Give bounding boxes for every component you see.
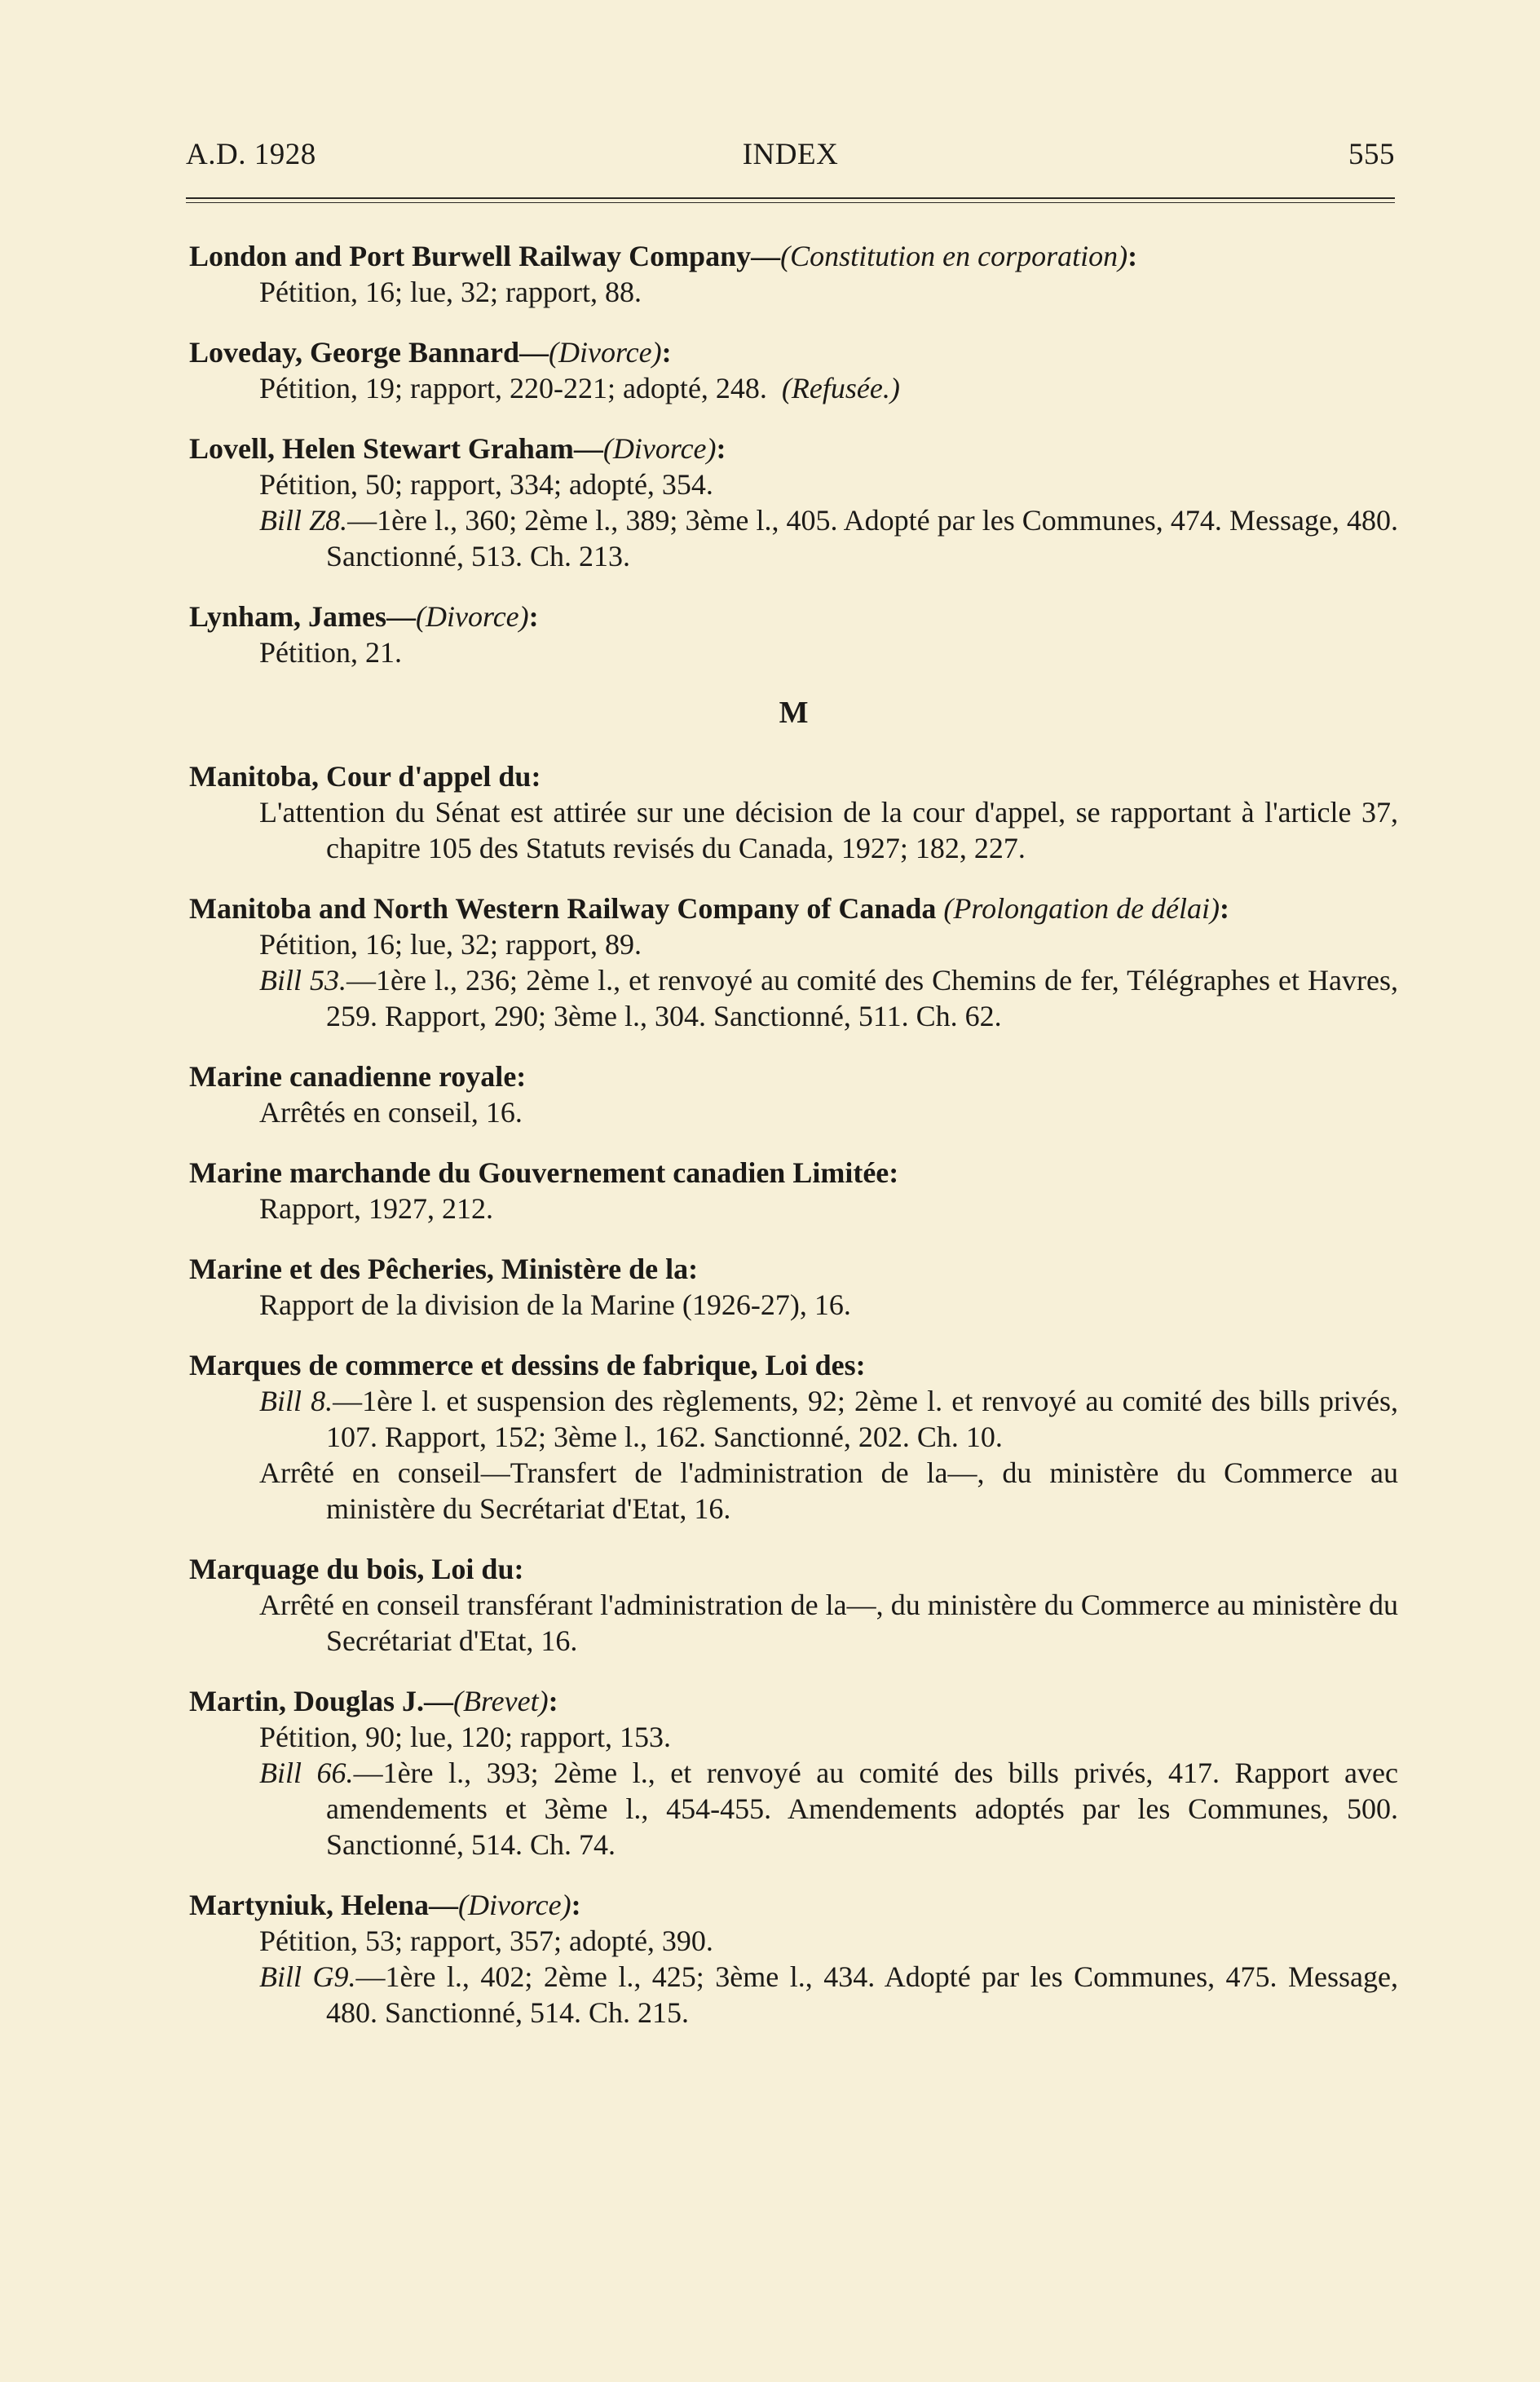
entry-name: Lovell, Helen Stewart Graham—	[189, 432, 603, 465]
entry-line: Pétition, 90; lue, 120; rapport, 153.	[259, 1721, 671, 1753]
entry-line: Rapport, 1927, 212.	[259, 1192, 493, 1225]
entry-line-text: Pétition, 19; rapport, 220-221; adopté, 248.	[259, 372, 767, 404]
entry-heading: Marine canadienne royale:	[189, 1060, 527, 1093]
index-entry	[189, 1251, 1398, 1323]
index-entry	[189, 1887, 1398, 2031]
index-entry	[189, 1683, 1398, 1863]
entry-name: Loveday, George Bannard—	[189, 336, 549, 369]
index-entry	[189, 431, 1398, 574]
header-double-rule	[186, 197, 1395, 203]
entry-note: (Constitution en corporation)	[780, 240, 1128, 272]
bill-number: Bill G9.	[259, 1960, 356, 1993]
running-head	[186, 137, 1395, 178]
bill-history: —1ère l., 393; 2ème l., et renvoyé au comité des bills privés, 417. Rapport avec amendements et 3ème l., 454-455. Amendements adoptés par les Communes, 500. Sanctionné, 514. Ch. 74.	[326, 1757, 1398, 1861]
entry-line: Pétition, 16; lue, 32; rapport, 88.	[259, 276, 642, 308]
entry-line	[189, 502, 1398, 574]
bill-history: —1ère l., 236; 2ème l., et renvoyé au comité des Chemins de fer, Télégraphes et Havres, 259. Rapport, 290; 3ème l., 304. Sanctionné, 511. Ch. 62.	[326, 964, 1398, 1032]
entry-heading: Martin, Douglas J.—(Brevet):	[189, 1685, 558, 1717]
index-entries	[189, 238, 1398, 2055]
index-entry	[189, 890, 1398, 1034]
entry-line: Arrêté en conseil—Transfert de l'administration de la—, du ministère du Commerce au ministère du Secrétariat d'Etat, 16.	[259, 1456, 1398, 1525]
entry-note: (Divorce)	[416, 600, 529, 633]
entry-line: Pétition, 53; rapport, 357; adopté, 390.	[259, 1925, 713, 1957]
bill-number: Bill 53.	[259, 964, 347, 997]
entry-name: Lynham, James—	[189, 600, 417, 633]
entry-heading: Loveday, George Bannard—(Divorce):	[189, 336, 672, 369]
entry-name: London and Port Burwell Railway Company—	[189, 240, 781, 272]
entry-line	[189, 370, 1398, 406]
index-entry	[189, 1058, 1398, 1130]
entry-line: Rapport de la division de la Marine (1926-27), 16.	[259, 1288, 851, 1321]
entry-heading: Marine marchande du Gouvernement canadien Limitée:	[189, 1156, 899, 1189]
entry-line: Pétition, 16; lue, 32; rapport, 89.	[259, 928, 642, 961]
entry-note: (Divorce)	[602, 432, 717, 465]
index-entry	[189, 758, 1398, 866]
bill-history: —1ère l., 402; 2ème l., 425; 3ème l., 434. Adopté par les Communes, 475. Message, 480. Sanctionné, 514. Ch. 215.	[326, 1960, 1398, 2029]
entry-heading: Lynham, James—(Divorce):	[189, 600, 539, 633]
entry-heading: London and Port Burwell Railway Company—(Constitution en corporation):	[189, 240, 1138, 272]
bill-number: Bill 8.	[259, 1385, 333, 1417]
entry-heading: Lovell, Helen Stewart Graham—(Divorce):	[189, 432, 726, 465]
index-entry	[189, 334, 1398, 406]
entry-heading: Marine et des Pêcheries, Ministère de la:	[189, 1253, 699, 1285]
index-entry	[189, 1347, 1398, 1527]
entry-name: Martyniuk, Helena—	[189, 1889, 458, 1921]
entry-line: Pétition, 21.	[259, 636, 403, 669]
section-letter: M	[779, 696, 809, 730]
index-entry	[189, 1155, 1398, 1226]
index-entry	[189, 1551, 1398, 1659]
index-entry	[189, 599, 1398, 670]
entry-heading: Marquage du bois, Loi du:	[189, 1553, 524, 1585]
bill-number: Bill 66.	[259, 1757, 354, 1789]
entry-name: Martin, Douglas J.—	[189, 1685, 453, 1717]
bill-history: —1ère l. et suspension des règlements, 92; 2ème l. et renvoyé au comité des bills privés, 107. Rapport, 152; 3ème l., 162. Sanctionné, 202. Ch. 10.	[326, 1385, 1398, 1453]
bill-number: Bill Z8.	[259, 504, 348, 537]
entry-name: Manitoba and North Western Railway Company of Canada	[189, 892, 937, 925]
header-title: INDEX	[742, 138, 839, 171]
entry-line	[189, 1383, 1398, 1455]
entry-line	[189, 1755, 1398, 1863]
entry-note: (Brevet)	[453, 1685, 549, 1717]
header-year: A.D. 1928	[186, 138, 316, 171]
entry-heading: Martyniuk, Helena—(Divorce):	[189, 1889, 581, 1921]
entry-line: L'attention du Sénat est attirée sur une décision de la cour d'appel, se rapportant à l'article 37, chapitre 105 des Statuts revisés du Canada, 1927; 182, 227.	[259, 796, 1398, 864]
page-number: 555	[1348, 138, 1395, 171]
entry-line: Arrêté en conseil transférant l'administration de la—, du ministère du Commerce au ministère du Secrétariat d'Etat, 16.	[259, 1589, 1398, 1657]
entry-note: (Divorce)	[549, 336, 662, 369]
entry-line: Pétition, 50; rapport, 334; adopté, 354.	[259, 468, 713, 501]
bill-history: —1ère l., 360; 2ème l., 389; 3ème l., 405. Adopté par les Communes, 474. Message, 480. Sanctionné, 513. Ch. 213.	[326, 504, 1398, 572]
entry-line: Arrêtés en conseil, 16.	[259, 1096, 523, 1129]
entry-heading: Manitoba and North Western Railway Company of Canada (Prolongation de délai):	[189, 892, 1230, 925]
entry-heading: Manitoba, Cour d'appel du:	[189, 760, 541, 793]
index-entry	[189, 238, 1398, 310]
entry-status: (Refusée.)	[781, 372, 900, 404]
entry-note: (Prolongation de délai)	[943, 892, 1220, 925]
entry-heading: Marques de commerce et dessins de fabrique, Loi des:	[189, 1349, 866, 1381]
entry-line	[189, 962, 1398, 1034]
entry-note: (Divorce)	[458, 1889, 571, 1921]
entry-line	[189, 1959, 1398, 2031]
